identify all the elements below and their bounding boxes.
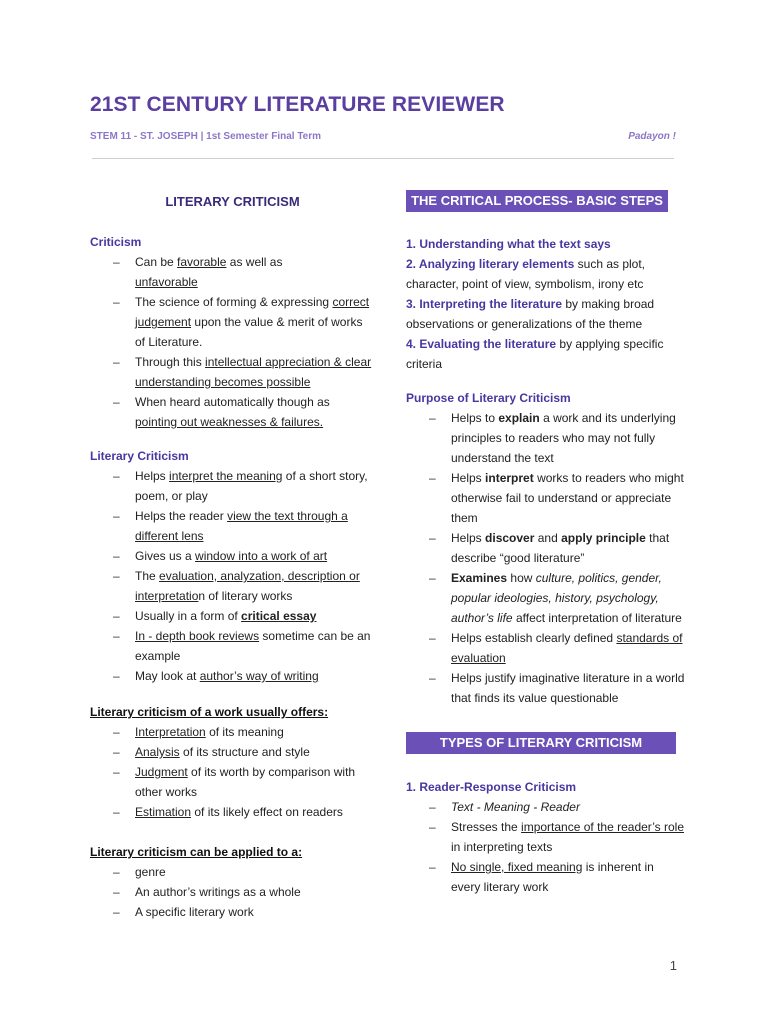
list-item: – Estimation of its likely effect on readers — [113, 802, 375, 822]
list-item: – In - depth book reviews sometime can be an example — [113, 626, 375, 666]
reader-response-subheading: 1. Reader-Response Criticism — [406, 780, 577, 794]
literary-criticism-list — [90, 466, 375, 686]
list-item: – An author’s writings as a whole — [113, 882, 375, 902]
list-item: – Examines how culture, politics, gender, popular ideologies, history, psychology, author’s life affect interpretation of literature — [429, 568, 686, 628]
list-item: – Analysis of its structure and style — [113, 742, 375, 762]
list-item: – When heard automatically though as pointing out weaknesses & failures. — [113, 392, 375, 432]
list-item: – A specific literary work — [113, 902, 375, 922]
literary-criticism-heading: LITERARY CRITICISM — [165, 194, 300, 209]
page-number: 1 — [669, 958, 677, 973]
list-item: – Helps establish clearly defined standards of evaluation — [429, 628, 686, 668]
purpose-subheading: Purpose of Literary Criticism — [406, 391, 571, 405]
list-item: – genre — [113, 862, 375, 882]
list-item: – Usually in a form of critical essay — [113, 606, 375, 626]
list-item: – Helps interpret the meaning of a short story, poem, or play — [113, 466, 375, 506]
left-column — [90, 190, 375, 922]
types-heading: TYPES OF LITERARY CRITICISM — [406, 732, 676, 754]
list-item: – Judgment of its worth by comparison with other works — [113, 762, 375, 802]
offers-list — [90, 722, 375, 822]
list-item: – The evaluation, analyzation, description or interpretation of literary works — [113, 566, 375, 606]
list-item: – Through this intellectual appreciation & clear understanding becomes possible — [113, 352, 375, 392]
header-divider — [92, 158, 674, 159]
list-item: – No single, fixed meaning is inherent in every literary work — [429, 857, 686, 897]
list-item: – Helps discover and apply principle that describe “good literature” — [429, 528, 686, 568]
motto: Padayon ! — [628, 131, 676, 142]
list-item: – Stresses the importance of the reader’s role in interpreting texts — [429, 817, 686, 857]
step-item: 2. Analyzing literary elements such as plot, character, point of view, symbolism, irony etc — [406, 257, 646, 291]
list-item: – Helps interpret works to readers who might otherwise fail to understand or appreciate them — [429, 468, 686, 528]
reader-response-list — [406, 797, 686, 897]
document-subtitle: STEM 11 - ST. JOSEPH | 1st Semester Final Term — [90, 131, 322, 142]
list-item: – Helps the reader view the text through a different lens — [113, 506, 375, 546]
step-item: 1. Understanding what the text says — [406, 237, 611, 251]
list-item: – May look at author’s way of writing — [113, 666, 375, 686]
list-item: – Helps to explain a work and its underlying principles to readers who may not fully understand the text — [429, 408, 686, 468]
critical-process-steps — [406, 234, 686, 374]
step-item: 3. Interpreting the literature by making broad observations or generalizations of the theme — [406, 297, 655, 331]
purpose-list — [406, 408, 686, 708]
criticism-subheading: Criticism — [90, 235, 142, 249]
step-item: 4. Evaluating the literature by applying specific criteria — [406, 337, 664, 371]
literary-criticism-subheading: Literary Criticism — [90, 449, 189, 463]
list-item: – Helps justify imaginative literature in a world that finds its value questionable — [429, 668, 686, 708]
right-column — [406, 190, 686, 897]
list-item: – Gives us a window into a work of art — [113, 546, 375, 566]
list-item: – The science of forming & expressing correct judgement upon the value & merit of works of Literature. — [113, 292, 375, 352]
offers-subheading: Literary criticism of a work usually offers: — [90, 705, 329, 719]
criticism-list — [90, 252, 375, 432]
page-title: 21ST CENTURY LITERATURE REVIEWER — [90, 93, 505, 116]
list-item: – Text - Meaning - Reader — [429, 797, 686, 817]
list-item: – Can be favorable as well as unfavorable — [113, 252, 375, 292]
applied-subheading: Literary criticism can be applied to a: — [90, 845, 303, 859]
list-item: – Interpretation of its meaning — [113, 722, 375, 742]
critical-process-heading: THE CRITICAL PROCESS- BASIC STEPS — [406, 190, 668, 212]
applied-list — [90, 862, 375, 922]
